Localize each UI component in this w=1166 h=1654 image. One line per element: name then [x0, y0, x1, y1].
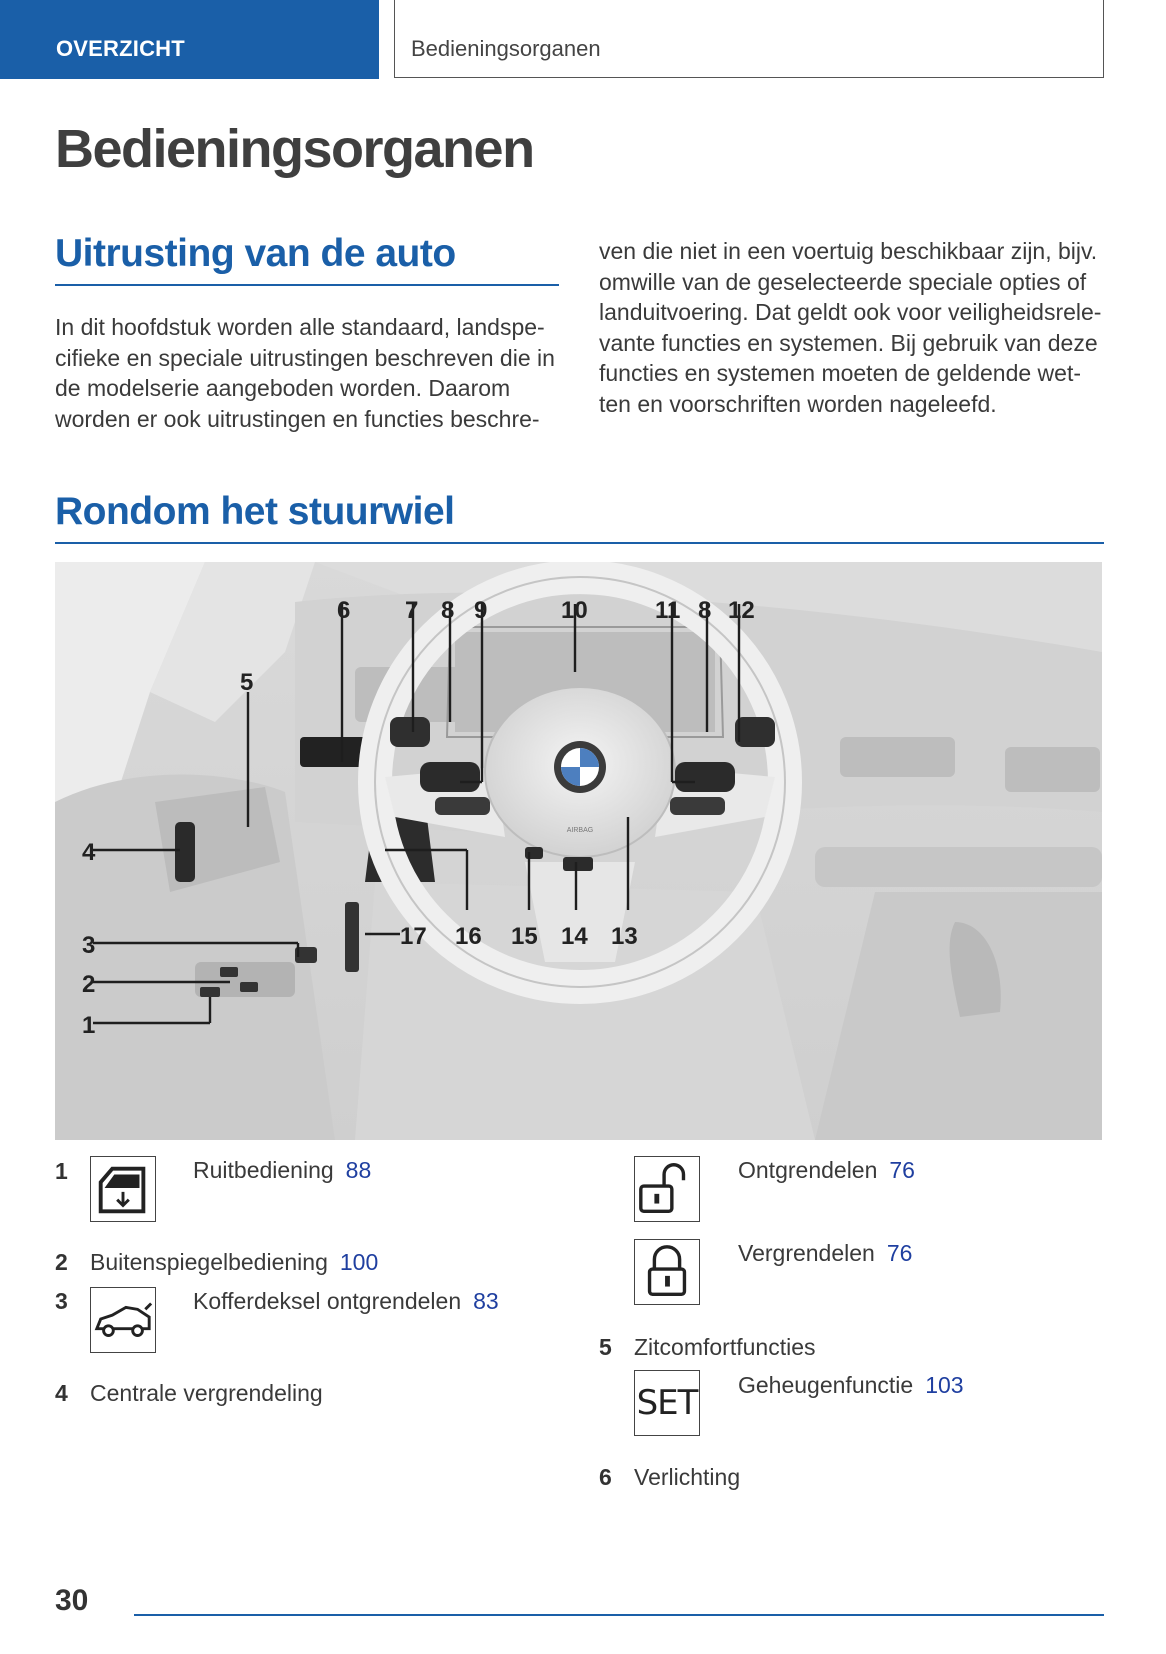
legend-number-6: 6	[599, 1464, 612, 1490]
legend-item-6	[634, 1464, 740, 1491]
chapter-tab-label: Bedieningsorganen	[411, 36, 601, 61]
page-ref-link[interactable]: 88	[345, 1157, 372, 1183]
window-control-icon	[90, 1156, 156, 1222]
page-ref-link[interactable]: 76	[886, 1240, 913, 1266]
section-tab	[0, 0, 379, 79]
callout-1: 1	[82, 1012, 96, 1039]
page-title: Bedieningsorganen	[55, 119, 534, 179]
text-line: ven die niet in een voertuig beschikbaar zijn, bijv.	[599, 238, 1098, 264]
callout-9: 9	[474, 597, 488, 624]
callout-11: 11	[655, 597, 681, 624]
section-heading-equipment: Uitrusting van de auto	[55, 232, 456, 275]
legend-label: Verlichting	[634, 1464, 741, 1490]
legend-label: Kofferdeksel ontgrendelen	[193, 1288, 462, 1314]
chapter-tab	[394, 0, 1104, 78]
text-line: de modelserie aangeboden worden. Daarom	[55, 375, 511, 401]
page-number: 30	[55, 1584, 89, 1617]
steering-wheel-figure	[55, 562, 1102, 1140]
page-ref-link[interactable]: 103	[925, 1372, 964, 1398]
set-icon-text: SET	[636, 1383, 698, 1423]
legend-label: Centrale vergrendeling	[90, 1380, 323, 1406]
callout-14: 14	[561, 923, 588, 950]
callout-8: 8	[441, 597, 455, 624]
text-line: omwille van de geselecteerde speciale opties of	[599, 268, 1087, 295]
legend-item-4	[90, 1380, 323, 1407]
page-ref-link[interactable]: 76	[889, 1157, 915, 1183]
legend-item-3	[193, 1288, 499, 1315]
unlock-icon	[634, 1156, 700, 1222]
section-heading-steering: Rondom het stuurwiel	[55, 490, 455, 533]
section-rule	[55, 542, 1104, 544]
callout-15: 15	[511, 923, 538, 950]
legend-item-1	[193, 1157, 371, 1184]
callout-8b: 8	[698, 597, 712, 624]
equipment-text-col2	[599, 236, 1101, 419]
legend-number-3: 3	[55, 1288, 68, 1314]
text-line: In dit hoofdstuk worden alle standaard, landspe-	[55, 314, 545, 340]
callout-10: 10	[561, 597, 588, 624]
legend-item-2	[90, 1249, 378, 1276]
trunk-icon	[90, 1287, 156, 1353]
legend-label: Buitenspiegelbediening	[90, 1249, 328, 1275]
lock-icon	[634, 1239, 700, 1305]
legend-number-1: 1	[55, 1158, 68, 1184]
callout-12: 12	[728, 597, 755, 624]
legend-item-5	[634, 1334, 816, 1361]
section-rule	[55, 284, 559, 286]
legend-label: Ontgrendelen	[738, 1157, 878, 1183]
legend-item-memory	[738, 1372, 964, 1399]
legend-item-lock	[738, 1240, 912, 1267]
text-line: functies en systemen moeten de geldende wet-	[599, 360, 1082, 386]
text-line: ten en voorschriften worden nageleefd.	[599, 390, 997, 417]
text-line: landuitvoering. Dat geldt ook voor veiligheidsrele-	[599, 299, 1102, 325]
legend-label: Vergrendelen	[738, 1240, 875, 1266]
callout-17: 17	[400, 923, 427, 950]
callout-2: 2	[82, 971, 96, 998]
section-tab-label: OVERZICHT	[56, 36, 185, 61]
callout-16: 16	[455, 923, 482, 950]
footer-rule	[134, 1614, 1104, 1616]
page-ref-link[interactable]: 100	[339, 1249, 379, 1275]
page-ref-link[interactable]: 83	[473, 1288, 499, 1314]
cockpit-illustration	[55, 562, 1102, 1140]
legend-label: Zitcomfortfuncties	[634, 1334, 816, 1360]
callout-13: 13	[611, 923, 638, 950]
legend-item-unlock	[738, 1157, 915, 1184]
text-line: worden er ook uitrustingen en functies beschre-	[55, 405, 540, 432]
callout-6: 6	[337, 597, 351, 624]
legend-label: Ruitbediening	[193, 1157, 334, 1183]
callout-5: 5	[240, 669, 254, 696]
set-icon	[634, 1370, 700, 1436]
equipment-text-col1	[55, 312, 555, 434]
legend-number-2: 2	[55, 1249, 68, 1275]
callout-3: 3	[82, 932, 96, 959]
callout-7: 7	[405, 597, 419, 624]
legend-number-4: 4	[55, 1380, 68, 1406]
text-line: cifieke en speciale uitrustingen beschreven die in	[55, 344, 555, 371]
airbag-label: AIRBAG	[566, 827, 594, 834]
legend-number-5: 5	[599, 1334, 612, 1360]
callout-4: 4	[82, 839, 96, 866]
legend-label: Geheugenfunctie	[738, 1372, 914, 1398]
text-line: vante functies en systemen. Bij gebruik van deze	[599, 329, 1098, 356]
